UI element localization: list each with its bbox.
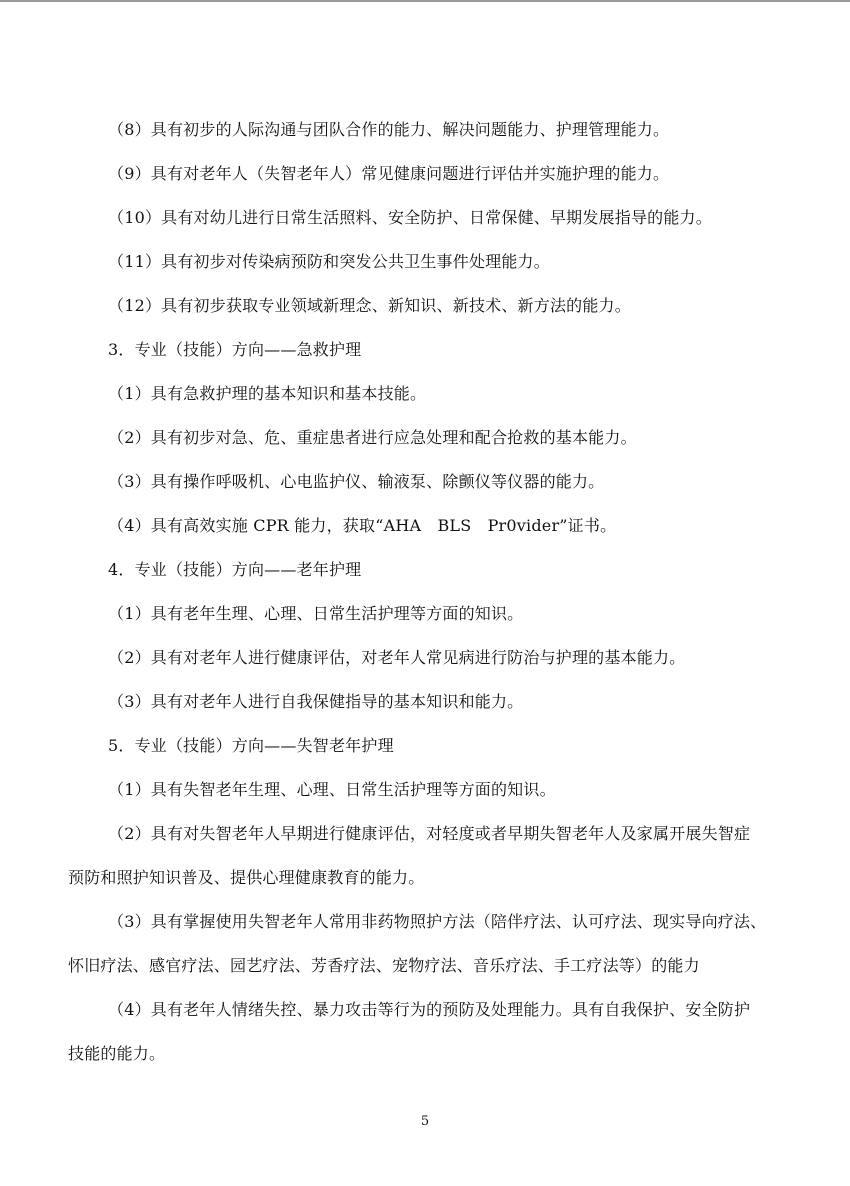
- text-line-dementia-3a: （3）具有掌握使用失智老年人常用非药物照护方法（陪伴疗法、认可疗法、现实导向疗法、: [108, 912, 767, 931]
- text-line-item-11: （11）具有初步对传染病预防和突发公共卫生事件处理能力。: [108, 252, 550, 271]
- text-line-elderly-2: （2）具有对老年人进行健康评估，对老年人常见病进行防治与护理的基本能力。: [108, 648, 686, 667]
- text-line-item-12: （12）具有初步获取专业领域新理念、新知识、新技术、新方法的能力。: [108, 296, 631, 315]
- text-line-dementia-2a: （2）具有对失智老年人早期进行健康评估，对轻度或者早期失智老年人及家属开展失智症: [108, 824, 751, 843]
- text-line-elderly-1: （1）具有老年生理、心理、日常生活护理等方面的知识。: [108, 604, 524, 623]
- text-line-dementia-4b: 技能的能力。: [68, 1044, 166, 1063]
- text-line-item-9: （9）具有对老年人（失智老年人）常见健康问题进行评估并实施护理的能力。: [108, 164, 670, 183]
- text-line-emergency-4: （4）具有高效实施 CPR 能力，获取“AHA BLS Pr0vider”证书。: [108, 516, 617, 535]
- text-line-item-8: （8）具有初步的人际沟通与团队合作的能力、解决问题能力、护理管理能力。: [108, 120, 670, 139]
- section-heading-dementia-care: 5．专业（技能）方向——失智老年护理: [108, 736, 394, 755]
- text-line-dementia-1: （1）具有失智老年生理、心理、日常生活护理等方面的知识。: [108, 780, 556, 799]
- text-line-emergency-1: （1）具有急救护理的基本知识和基本技能。: [108, 384, 427, 403]
- text-line-dementia-3b: 怀旧疗法、感官疗法、园艺疗法、芳香疗法、宠物疗法、音乐疗法、手工疗法等）的能力: [68, 956, 700, 975]
- text-line-emergency-2: （2）具有初步对急、危、重症患者进行应急处理和配合抢救的基本能力。: [108, 428, 637, 447]
- text-line-emergency-3: （3）具有操作呼吸机、心电监护仪、输液泵、除颤仪等仪器的能力。: [108, 472, 605, 491]
- text-line-item-10: （10）具有对幼儿进行日常生活照料、安全防护、日常保健、早期发展指导的能力。: [108, 208, 712, 227]
- text-line-dementia-4a: （4）具有老年人情绪失控、暴力攻击等行为的预防及处理能力。具有自我保护、安全防护: [108, 1000, 751, 1019]
- text-line-elderly-3: （3）具有对老年人进行自我保健指导的基本知识和能力。: [108, 692, 524, 711]
- section-heading-elderly-care: 4．专业（技能）方向——老年护理: [108, 560, 362, 579]
- page-number: 5: [420, 1114, 430, 1129]
- section-heading-emergency-care: 3．专业（技能）方向——急救护理: [108, 340, 362, 359]
- text-line-dementia-2b: 预防和照护知识普及、提供心理健康教育的能力。: [68, 868, 425, 887]
